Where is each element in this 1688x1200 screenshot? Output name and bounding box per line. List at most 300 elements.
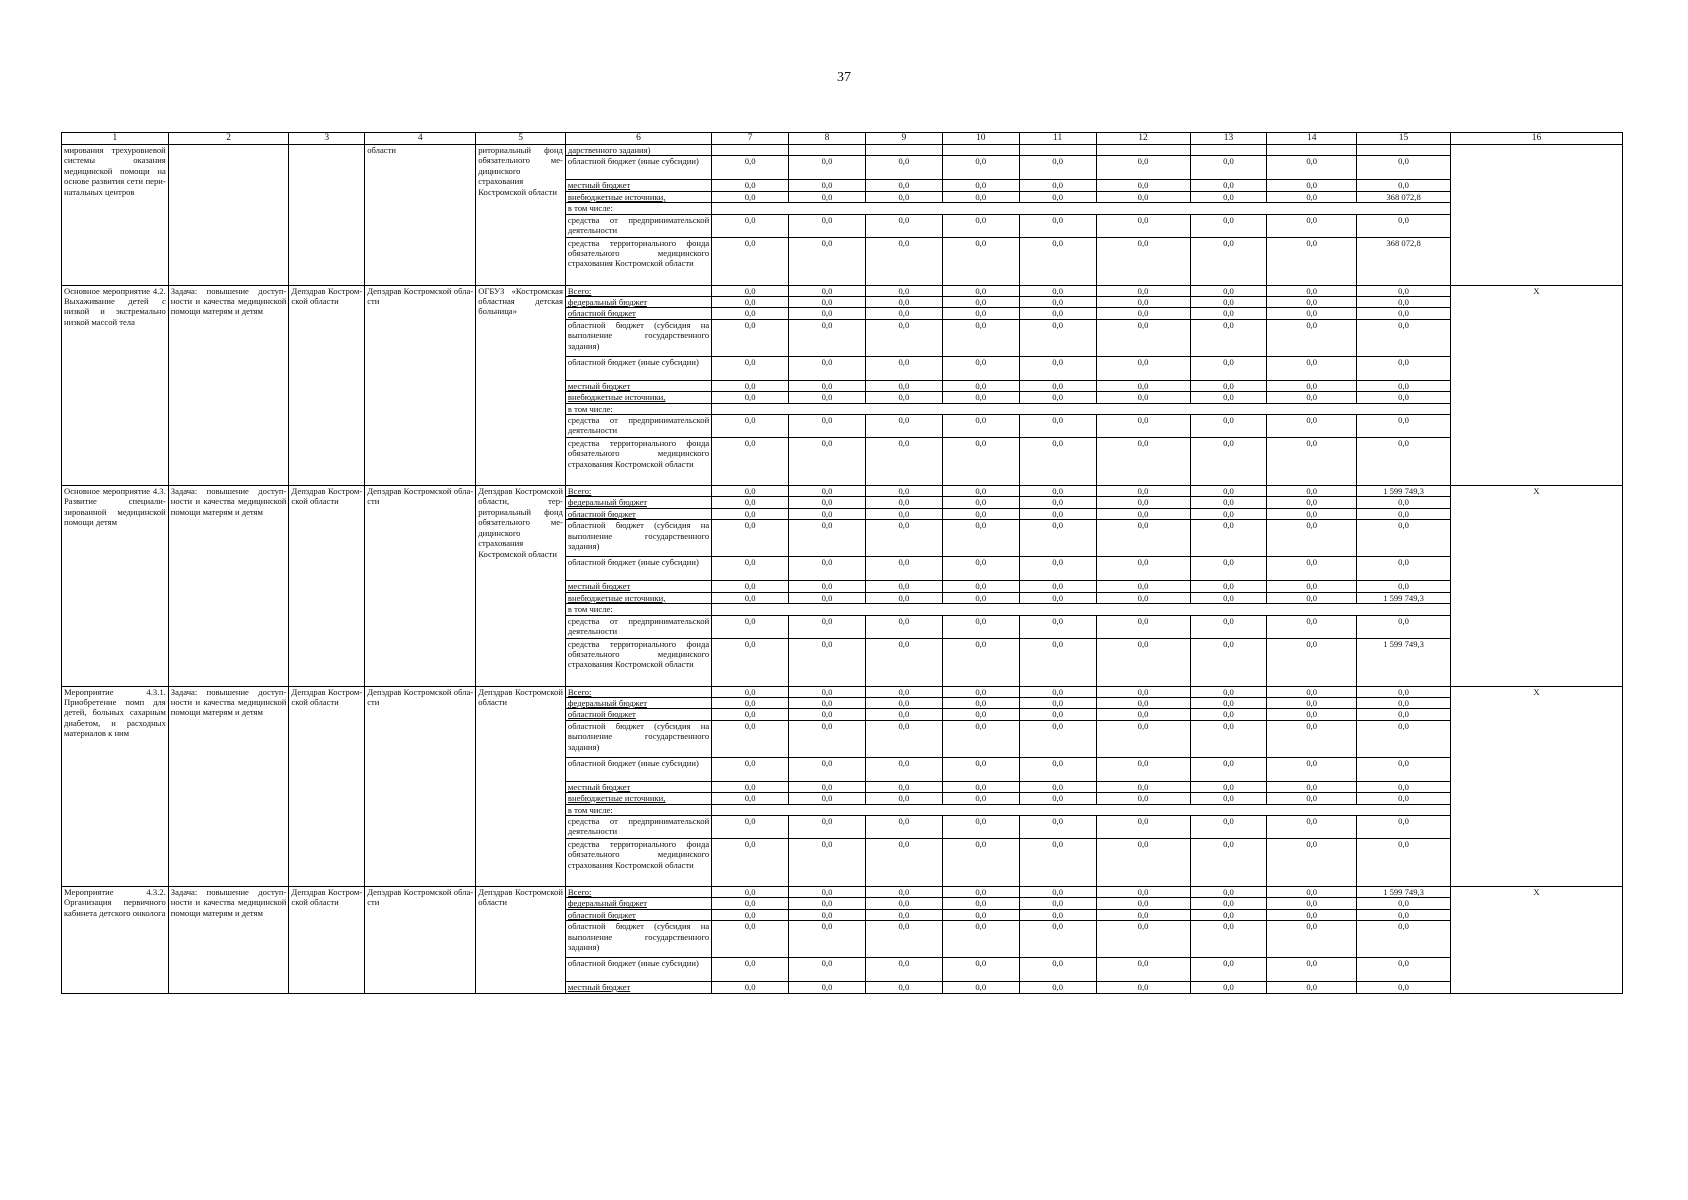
value-cell: 0,0: [1096, 356, 1190, 380]
column-number: 15: [1357, 133, 1451, 145]
value-cell: 0,0: [789, 638, 866, 686]
funding-source: Всего:: [565, 686, 711, 697]
column-number: 3: [289, 133, 365, 145]
value-cell: 0,0: [789, 898, 866, 909]
value-cell: 0,0: [1267, 392, 1357, 403]
value-cell: 0,0: [1190, 697, 1267, 708]
value-cell: 0,0: [1190, 592, 1267, 603]
value-cell: 0,0: [865, 638, 942, 686]
value-cell: 0,0: [942, 581, 1019, 592]
funding-source: федеральный бюджет: [565, 697, 711, 708]
funding-source: областной бюджет: [565, 308, 711, 319]
value-cell: 0,0: [712, 982, 789, 993]
coordinator-cell: Депздрав Костромской области: [289, 486, 365, 686]
value-cell: 0,0: [789, 838, 866, 886]
column-number: 6: [565, 133, 711, 145]
value-cell: 0,0: [789, 557, 866, 581]
value-cell: 0,0: [712, 898, 789, 909]
value-cell: 0,0: [1019, 415, 1096, 438]
blank-cells: [712, 804, 1451, 815]
value-cell: 0,0: [1019, 720, 1096, 757]
value-cell: 0,0: [942, 191, 1019, 202]
value-cell: 0,0: [712, 356, 789, 380]
value-cell: 0,0: [865, 308, 942, 319]
value-cell: 0,0: [1096, 982, 1190, 993]
indicator-mark: X: [1451, 686, 1623, 886]
value-cell: 0,0: [712, 697, 789, 708]
value-cell: 0,0: [789, 615, 866, 638]
value-cell: 0,0: [1267, 898, 1357, 909]
funding-source: средства территориального фонда обязательного медицинского страхования Костромской области: [565, 638, 711, 686]
column-number: 2: [168, 133, 289, 145]
value-cell: 0,0: [942, 237, 1019, 285]
value-cell: 0,0: [1019, 237, 1096, 285]
funding-source: внебюджетные источники,: [565, 191, 711, 202]
value-cell: 0,0: [1190, 720, 1267, 757]
value-cell: 0,0: [1190, 838, 1267, 886]
value-cell: 0,0: [712, 581, 789, 592]
column-number: 12: [1096, 133, 1190, 145]
value-cell: 0,0: [1019, 191, 1096, 202]
blank-cells: [712, 403, 1451, 414]
value-cell: 0,0: [1096, 898, 1190, 909]
value-cell: 0,0: [1267, 697, 1357, 708]
funding-source: средства территориального фонда обязательного медицинского страхования Костромской области: [565, 838, 711, 886]
total-value-cell: 0,0: [1357, 720, 1451, 757]
value-cell: 0,0: [1267, 356, 1357, 380]
value-cell: 0,0: [1190, 793, 1267, 804]
value-cell: 0,0: [1096, 921, 1190, 958]
value-cell: 0,0: [1019, 921, 1096, 958]
task-cell: Задача: повышение доступности и качества медицинской помощи матерям и детям: [168, 886, 289, 993]
value-cell: 0,0: [789, 757, 866, 781]
total-value-cell: 0,0: [1357, 757, 1451, 781]
value-cell: 0,0: [1096, 319, 1190, 356]
value-cell: 0,0: [865, 438, 942, 486]
value-cell: 0,0: [865, 285, 942, 296]
value-cell: 0,0: [1019, 297, 1096, 308]
value-cell: 0,0: [942, 180, 1019, 191]
value-cell: 0,0: [942, 921, 1019, 958]
value-cell: 0,0: [1096, 793, 1190, 804]
funding-source: Всего:: [565, 486, 711, 497]
column-number: 13: [1190, 133, 1267, 145]
value-cell: 0,0: [789, 237, 866, 285]
value-cell: 0,0: [865, 781, 942, 792]
value-cell: 0,0: [1096, 237, 1190, 285]
value-cell: 0,0: [1019, 508, 1096, 519]
value-cell: 0,0: [1190, 909, 1267, 920]
value-cell: 0,0: [1190, 557, 1267, 581]
value-cell: 0,0: [1190, 415, 1267, 438]
funding-source: местный бюджет: [565, 180, 711, 191]
total-value-cell: 0,0: [1357, 781, 1451, 792]
value-cell: 0,0: [1267, 757, 1357, 781]
value-cell: 0,0: [1096, 581, 1190, 592]
indicator-mark: X: [1451, 886, 1623, 993]
value-cell: 0,0: [942, 438, 1019, 486]
task-cell: Задача: повышение доступности и качества медицинской помощи матерям и детям: [168, 285, 289, 485]
value-cell: 0,0: [1096, 180, 1190, 191]
column-number: 11: [1019, 133, 1096, 145]
value-cell: 0,0: [1267, 909, 1357, 920]
indicator-mark: [1451, 145, 1623, 286]
value-cell: 0,0: [712, 615, 789, 638]
funding-source: федеральный бюджет: [565, 297, 711, 308]
value-cell: 0,0: [1190, 508, 1267, 519]
value-cell: 0,0: [1267, 638, 1357, 686]
value-cell: 0,0: [1096, 781, 1190, 792]
value-cell: 0,0: [1267, 508, 1357, 519]
value-cell: 0,0: [865, 319, 942, 356]
value-cell: 0,0: [942, 781, 1019, 792]
value-cell: 0,0: [1019, 982, 1096, 993]
total-value-cell: 0,0: [1357, 497, 1451, 508]
value-cell: 0,0: [789, 697, 866, 708]
column-number: 8: [789, 133, 866, 145]
value-cell: 0,0: [942, 214, 1019, 237]
funding-source: областной бюджет: [565, 909, 711, 920]
value-cell: 0,0: [789, 319, 866, 356]
value-cell: 0,0: [1267, 686, 1357, 697]
indicator-mark: X: [1451, 486, 1623, 686]
value-cell: 0,0: [1267, 720, 1357, 757]
value-cell: 0,0: [942, 392, 1019, 403]
value-cell: 0,0: [789, 497, 866, 508]
value-cell: 0,0: [1190, 380, 1267, 391]
value-cell: 0,0: [942, 720, 1019, 757]
funding-source: средства от предпринимательской деятельности: [565, 615, 711, 638]
coordinator-cell: Депздрав Костромской области: [289, 285, 365, 485]
value-cell: 0,0: [712, 380, 789, 391]
value-cell: 0,0: [1267, 709, 1357, 720]
value-cell: 0,0: [1019, 356, 1096, 380]
task-cell: Задача: повышение доступности и качества медицинской помощи матерям и детям: [168, 686, 289, 886]
value-cell: 0,0: [1096, 308, 1190, 319]
executor-cell: Депздрав Костромской области: [365, 486, 476, 686]
value-cell: 0,0: [1267, 838, 1357, 886]
value-cell: 0,0: [942, 898, 1019, 909]
total-value-cell: 0,0: [1357, 438, 1451, 486]
value-cell: 0,0: [1190, 581, 1267, 592]
value-cell: 0,0: [1190, 958, 1267, 982]
value-cell: 0,0: [1190, 392, 1267, 403]
blank-cells: [712, 203, 1451, 214]
value-cell: 0,0: [1019, 781, 1096, 792]
value-cell: 0,0: [1190, 982, 1267, 993]
value-cell: 0,0: [1019, 319, 1096, 356]
funding-source: в том числе:: [565, 203, 711, 214]
funding-source: средства от предпринимательской деятельности: [565, 415, 711, 438]
value-cell: [789, 145, 866, 156]
value-cell: 0,0: [1019, 886, 1096, 897]
value-cell: 0,0: [1019, 958, 1096, 982]
total-value-cell: 368 072,8: [1357, 191, 1451, 202]
page-number: 37: [837, 70, 851, 85]
value-cell: 0,0: [789, 581, 866, 592]
value-cell: 0,0: [1019, 898, 1096, 909]
total-value-cell: 0,0: [1357, 285, 1451, 296]
value-cell: [712, 145, 789, 156]
value-cell: 0,0: [942, 838, 1019, 886]
value-cell: 0,0: [942, 297, 1019, 308]
total-value-cell: 0,0: [1357, 921, 1451, 958]
funding-source: средства от предпринимательской деятельности: [565, 214, 711, 237]
total-value-cell: 0,0: [1357, 214, 1451, 237]
value-cell: 0,0: [1019, 709, 1096, 720]
total-value-cell: 0,0: [1357, 958, 1451, 982]
value-cell: 0,0: [942, 909, 1019, 920]
value-cell: 0,0: [789, 285, 866, 296]
funding-source: в том числе:: [565, 604, 711, 615]
value-cell: 0,0: [1267, 191, 1357, 202]
value-cell: 0,0: [1267, 793, 1357, 804]
executor-cell: Депздрав Костромской области: [365, 886, 476, 993]
coordinator-cell: Депздрав Костромской области: [289, 686, 365, 886]
value-cell: 0,0: [789, 520, 866, 557]
value-cell: 0,0: [865, 392, 942, 403]
total-value-cell: 0,0: [1357, 898, 1451, 909]
value-cell: 0,0: [1190, 886, 1267, 897]
value-cell: 0,0: [1267, 285, 1357, 296]
value-cell: 0,0: [1019, 486, 1096, 497]
value-cell: 0,0: [1019, 557, 1096, 581]
table-row: [62, 686, 1623, 697]
column-number: 7: [712, 133, 789, 145]
value-cell: 0,0: [1096, 508, 1190, 519]
total-value-cell: 0,0: [1357, 520, 1451, 557]
value-cell: 0,0: [1267, 886, 1357, 897]
value-cell: 0,0: [942, 508, 1019, 519]
value-cell: 0,0: [1019, 156, 1096, 180]
value-cell: 0,0: [942, 592, 1019, 603]
value-cell: 0,0: [1190, 356, 1267, 380]
total-value-cell: 0,0: [1357, 180, 1451, 191]
funding-source: Всего:: [565, 285, 711, 296]
value-cell: [1019, 145, 1096, 156]
funding-source: областной бюджет: [565, 508, 711, 519]
value-cell: 0,0: [1267, 557, 1357, 581]
value-cell: 0,0: [865, 757, 942, 781]
value-cell: 0,0: [712, 886, 789, 897]
table-row: [62, 486, 1623, 497]
value-cell: 0,0: [865, 557, 942, 581]
value-cell: 0,0: [1019, 615, 1096, 638]
value-cell: 0,0: [712, 214, 789, 237]
coordinator-cell: [289, 145, 365, 286]
value-cell: 0,0: [1267, 214, 1357, 237]
value-cell: 0,0: [712, 297, 789, 308]
coordinator-cell: Депздрав Костромской области: [289, 886, 365, 993]
executor-cell: Депздрав Костромской области: [365, 686, 476, 886]
value-cell: 0,0: [789, 380, 866, 391]
total-value-cell: 0,0: [1357, 156, 1451, 180]
total-value-cell: 0,0: [1357, 793, 1451, 804]
total-value-cell: 0,0: [1357, 815, 1451, 838]
value-cell: 0,0: [789, 592, 866, 603]
value-cell: 0,0: [1096, 438, 1190, 486]
value-cell: 0,0: [1190, 438, 1267, 486]
total-value-cell: 0,0: [1357, 581, 1451, 592]
recipient-cell: риториальный фонд обязательного медицинского страхования Костромской области: [476, 145, 566, 286]
recipient-cell: Депздрав Костромской области: [476, 886, 566, 993]
value-cell: 0,0: [1267, 380, 1357, 391]
value-cell: 0,0: [865, 709, 942, 720]
value-cell: 0,0: [712, 285, 789, 296]
value-cell: 0,0: [1190, 237, 1267, 285]
measure-name: мирования трехуровневой системы оказания медицинской помощи на основе развития сети перинатальных центров: [62, 145, 169, 286]
value-cell: 0,0: [789, 180, 866, 191]
value-cell: 0,0: [1096, 886, 1190, 897]
total-value-cell: 0,0: [1357, 709, 1451, 720]
total-value-cell: 0,0: [1357, 982, 1451, 993]
value-cell: 0,0: [865, 508, 942, 519]
total-value-cell: 0,0: [1357, 697, 1451, 708]
value-cell: [1190, 145, 1267, 156]
value-cell: 0,0: [1190, 815, 1267, 838]
value-cell: 0,0: [789, 709, 866, 720]
value-cell: 0,0: [865, 898, 942, 909]
value-cell: 0,0: [712, 415, 789, 438]
value-cell: 0,0: [1267, 520, 1357, 557]
funding-source: средства территориального фонда обязательного медицинского страхования Костромской области: [565, 438, 711, 486]
value-cell: 0,0: [1096, 709, 1190, 720]
value-cell: 0,0: [789, 886, 866, 897]
value-cell: 0,0: [942, 415, 1019, 438]
value-cell: 0,0: [1096, 156, 1190, 180]
funding-source: областной бюджет (иные субсидии): [565, 757, 711, 781]
value-cell: 0,0: [789, 793, 866, 804]
total-value-cell: 0,0: [1357, 308, 1451, 319]
value-cell: 0,0: [789, 356, 866, 380]
value-cell: 0,0: [712, 319, 789, 356]
value-cell: 0,0: [1019, 581, 1096, 592]
value-cell: 0,0: [942, 285, 1019, 296]
value-cell: 0,0: [1019, 757, 1096, 781]
value-cell: 0,0: [1267, 156, 1357, 180]
value-cell: 0,0: [1267, 237, 1357, 285]
value-cell: 0,0: [1190, 297, 1267, 308]
value-cell: 0,0: [865, 697, 942, 708]
value-cell: 0,0: [712, 557, 789, 581]
value-cell: 0,0: [789, 308, 866, 319]
value-cell: 0,0: [942, 557, 1019, 581]
value-cell: 0,0: [942, 380, 1019, 391]
total-value-cell: 0,0: [1357, 415, 1451, 438]
value-cell: 0,0: [789, 958, 866, 982]
value-cell: 0,0: [1096, 592, 1190, 603]
value-cell: 0,0: [1019, 180, 1096, 191]
value-cell: 0,0: [865, 886, 942, 897]
value-cell: 0,0: [1267, 486, 1357, 497]
value-cell: 0,0: [1096, 838, 1190, 886]
value-cell: 0,0: [1019, 638, 1096, 686]
value-cell: 0,0: [712, 909, 789, 920]
value-cell: 0,0: [712, 757, 789, 781]
value-cell: 0,0: [1267, 781, 1357, 792]
value-cell: 0,0: [1267, 592, 1357, 603]
value-cell: 0,0: [1019, 838, 1096, 886]
value-cell: [1267, 145, 1357, 156]
value-cell: 0,0: [1019, 815, 1096, 838]
executor-cell: Депздрав Костромской области: [365, 285, 476, 485]
value-cell: 0,0: [712, 520, 789, 557]
value-cell: [942, 145, 1019, 156]
value-cell: 0,0: [1267, 815, 1357, 838]
total-value-cell: 0,0: [1357, 392, 1451, 403]
value-cell: 0,0: [1267, 615, 1357, 638]
value-cell: 0,0: [1267, 497, 1357, 508]
recipient-cell: Депздрав Костромской области, территориальный фонд обязательного медицинского страхования Костромской области: [476, 486, 566, 686]
budget-table: [61, 132, 1623, 994]
value-cell: 0,0: [865, 793, 942, 804]
value-cell: 0,0: [1190, 638, 1267, 686]
value-cell: 0,0: [865, 356, 942, 380]
value-cell: 0,0: [1019, 592, 1096, 603]
value-cell: 0,0: [712, 592, 789, 603]
measure-name: Основное мероприятие 4.2. Выхаживание детей с низкой и экстремально низкой массой тела: [62, 285, 169, 485]
value-cell: 0,0: [865, 297, 942, 308]
recipient-cell: Депздрав Костромской области: [476, 686, 566, 886]
value-cell: 0,0: [865, 520, 942, 557]
funding-source: областной бюджет (субсидия на выполнение государственного задания): [565, 319, 711, 356]
value-cell: 0,0: [942, 638, 1019, 686]
value-cell: 0,0: [1267, 438, 1357, 486]
value-cell: 0,0: [942, 686, 1019, 697]
budget-table-sheet: [61, 132, 1623, 1099]
funding-source: средства от предпринимательской деятельности: [565, 815, 711, 838]
executor-cell: области: [365, 145, 476, 286]
value-cell: 0,0: [712, 156, 789, 180]
value-cell: 0,0: [712, 638, 789, 686]
column-number: 10: [942, 133, 1019, 145]
value-cell: 0,0: [1096, 615, 1190, 638]
value-cell: 0,0: [1019, 285, 1096, 296]
value-cell: 0,0: [1019, 438, 1096, 486]
funding-source: внебюджетные источники,: [565, 392, 711, 403]
total-value-cell: 1 599 749,3: [1357, 592, 1451, 603]
column-number: 16: [1451, 133, 1623, 145]
column-number: 1: [62, 133, 169, 145]
funding-source: областной бюджет: [565, 709, 711, 720]
value-cell: 0,0: [1096, 415, 1190, 438]
value-cell: 0,0: [1019, 909, 1096, 920]
value-cell: 0,0: [942, 886, 1019, 897]
value-cell: 0,0: [865, 180, 942, 191]
value-cell: 0,0: [1267, 982, 1357, 993]
funding-source: федеральный бюджет: [565, 898, 711, 909]
value-cell: 0,0: [712, 438, 789, 486]
value-cell: 0,0: [1096, 380, 1190, 391]
funding-source: областной бюджет (иные субсидии): [565, 356, 711, 380]
value-cell: 0,0: [789, 486, 866, 497]
funding-source: областной бюджет (иные субсидии): [565, 557, 711, 581]
value-cell: 0,0: [1096, 815, 1190, 838]
value-cell: 0,0: [865, 815, 942, 838]
column-number: 4: [365, 133, 476, 145]
funding-source: областной бюджет (субсидия на выполнение государственного задания): [565, 520, 711, 557]
value-cell: 0,0: [1190, 319, 1267, 356]
total-value-cell: 1 599 749,3: [1357, 486, 1451, 497]
value-cell: 0,0: [1019, 793, 1096, 804]
table-row: [62, 285, 1623, 296]
value-cell: 0,0: [1096, 909, 1190, 920]
value-cell: 0,0: [1096, 757, 1190, 781]
value-cell: 0,0: [789, 720, 866, 757]
value-cell: 0,0: [1019, 392, 1096, 403]
value-cell: 0,0: [789, 438, 866, 486]
value-cell: 0,0: [865, 415, 942, 438]
